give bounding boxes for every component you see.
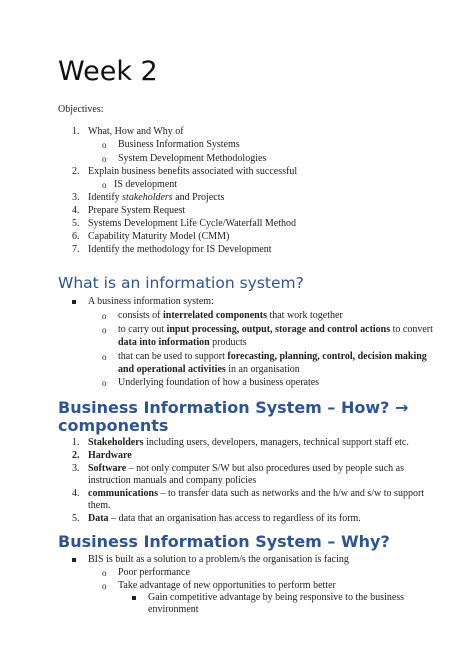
section-heading: What is an information system?	[58, 274, 304, 292]
list-item: Business Information Systems	[118, 139, 240, 150]
sub-list-item-continuation: environment	[148, 604, 199, 615]
circle-bullet-icon: o	[102, 568, 107, 578]
list-number: 5.	[72, 513, 80, 524]
list-item: that can be used to support forecasting, planning, control, decision making	[118, 351, 427, 362]
list-item: Take advantage of new opportunities to perform better	[118, 580, 336, 591]
list-item-continuation: data into information products	[118, 337, 247, 348]
list-item: Poor performance	[118, 567, 190, 578]
square-bullet-icon	[132, 596, 136, 600]
list-item: consists of interrelated components that work together	[118, 310, 343, 321]
bullet-text: A business information system:	[88, 296, 214, 307]
list-item: to carry out input processing, output, storage and control actions to convert	[118, 324, 433, 335]
list-number: 4.	[72, 205, 80, 216]
list-item: Systems Development Life Cycle/Waterfall Method	[88, 218, 297, 229]
list-number: 4.	[72, 488, 80, 499]
list-item: Software – not only computer S/W but also procedures used by people such as	[88, 463, 404, 474]
circle-bullet-icon: o	[102, 154, 107, 164]
list-item: Identify stakeholders and Projects	[88, 192, 225, 203]
list-item: Explain business benefits associated with successful	[88, 166, 298, 177]
square-bullet-icon	[72, 558, 76, 562]
list-item: Stakeholders including users, developers, managers, technical support staff etc.	[88, 437, 409, 448]
list-item-continuation: them.	[88, 500, 111, 511]
list-item: What, How and Why of	[88, 126, 184, 137]
circle-bullet-icon: o	[102, 581, 107, 591]
section-heading: Business Information System – Why?	[58, 532, 390, 551]
square-bullet-icon	[72, 300, 76, 304]
list-number: 2.	[72, 166, 80, 177]
circle-bullet-icon: o	[102, 180, 107, 190]
list-number: 1.	[72, 437, 80, 448]
list-item: Underlying foundation of how a business operates	[118, 377, 320, 388]
section-heading-continuation: components	[58, 416, 169, 435]
list-item: IS development	[114, 179, 178, 190]
list-item-continuation: instruction manuals and company policies	[88, 475, 257, 486]
list-item: System Development Methodologies	[118, 153, 267, 164]
page-title: Week 2	[58, 56, 158, 87]
circle-bullet-icon: o	[102, 140, 107, 150]
circle-bullet-icon: o	[102, 352, 107, 362]
circle-bullet-icon: o	[102, 325, 107, 335]
list-item: communications – to transfer data such as networks and the h/w and s/w to support	[88, 488, 425, 499]
section-heading: Business Information System – How? →	[58, 398, 409, 417]
list-number: 3.	[72, 463, 80, 474]
circle-bullet-icon: o	[102, 378, 107, 388]
list-item: Hardware	[88, 450, 132, 461]
list-number: 1.	[72, 126, 80, 137]
circle-bullet-icon: o	[102, 311, 107, 321]
list-number: 6.	[72, 231, 80, 242]
bullet-text: BIS is built as a solution to a problem/s the organisation is facing	[88, 554, 349, 565]
list-number: 7.	[72, 244, 80, 255]
objectives-label: Objectives:	[58, 104, 104, 115]
list-item: Capability Maturity Model (CMM)	[88, 231, 230, 242]
list-number: 5.	[72, 218, 80, 229]
list-item: Identify the methodology for IS Development	[88, 244, 272, 255]
list-item: Prepare System Request	[88, 205, 186, 216]
list-item: Data – data that an organisation has access to regardless of its form.	[88, 513, 361, 524]
list-item-continuation: and operational activities in an organisation	[118, 364, 300, 375]
sub-list-item: Gain competitive advantage by being responsive to the business	[148, 592, 405, 603]
list-number: 3.	[72, 192, 80, 203]
list-number: 2.	[72, 450, 80, 461]
